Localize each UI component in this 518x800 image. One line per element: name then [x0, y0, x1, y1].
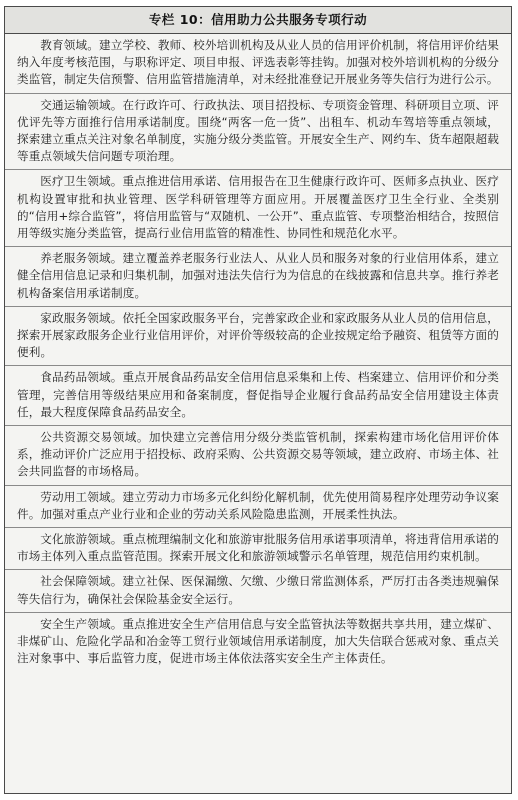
paragraph-domestic-service: 家政服务领域。依托全国家政服务平台，完善家政企业和家政服务从业人员的信用信息，探索开展家政服务企业行业信用评价，对评价等级较高的企业按规定给予融资、租赁等方面的便利。: [5, 307, 511, 367]
paragraph-education: 教育领域。建立学校、教师、校外培训机构及从业人员的信用评价机制，将信用评价结果纳入年度考核范围，与职称评定、项目申报、评选表彰等挂钩。加强对校外培训机构的分级分类监管，制定失信预警、信用监管措施清单，对未经批准登记开展业务等失信行为进行公示。: [5, 34, 511, 94]
paragraph-transport: 交通运输领域。在行政许可、行政执法、项目招投标、专项资金管理、科研项目立项、评优评先等方面推行信用承诺制度。围绕“两客一危一货”、出租车、机动车驾培等重点领域，探索建立重点关注对象名单制度，实施分级分类监管。开展安全生产、网约车、货车超限超载等重点领域失信问题专项治理。: [5, 94, 511, 171]
paragraph-public-resource: 公共资源交易领域。加快建立完善信用分级分类监管机制，探索构建市场化信用评价体系，推动评价广泛应用于招投标、政府采购、公共资源交易等领域，建立政府、市场主体、社会共同监督的市场格局。: [5, 426, 511, 486]
paragraph-healthcare: 医疗卫生领域。重点推进信用承诺、信用报告在卫生健康行政许可、医师多点执业、医疗机构设置审批和执业管理、医学科研管理等方面应用。开展覆盖医疗卫生全行业、全类别的“信用+综合监管”，将信用监管与“双随机、一公开”、重点监管、专项整治相结合，按照信用等级实施分类监管，提高行业信用监管的精准性、协同性和规范化水平。: [5, 170, 511, 247]
paragraph-labor: 劳动用工领域。建立劳动力市场多元化纠纷化解机制，优先使用简易程序处理劳动争议案件。加强对重点产业行业和企业的劳动关系风险隐患监测，开展柔性执法。: [5, 486, 511, 528]
paragraph-elderly-care: 养老服务领域。建立覆盖养老服务行业法人、从业人员和服务对象的行业信用体系，建立健全信用信息记录和归集机制，加强对违法失信行为为信息的在线披露和信息共享。推行养老机构备案信用承诺制度。: [5, 247, 511, 307]
paragraph-food-drug: 食品药品领域。重点开展食品药品安全信用信息采集和上传、档案建立、信用评价和分类管理，完善信用等级结果应用和备案制度，督促指导企业履行食品药品安全信用建设主体责任，最大程度保障食品药品安全。: [5, 366, 511, 426]
paragraph-work-safety: 安全生产领域。重点推进安全生产信用信息与安全监管执法等数据共享共用，建立煤矿、非煤矿山、危险化学品和冶金等工贸行业领域信用承诺制度，加大失信联合惩戒对象、重点关注对象事中、事后监管力度，促进市场主体依法落实安全生产主体责任。: [17, 616, 499, 666]
paragraph-social-security: 社会保障领域。建立社保、医保漏缴、欠缴、少缴日常监测体系，严厉打击各类违规骗保等失信行为，确保社会保险基金安全运行。: [5, 570, 511, 612]
paragraph-culture-tourism: 文化旅游领域。重点梳理编制文化和旅游审批服务信用承诺事项清单，将违背信用承诺的市场主体列入重点监管范围。探索开展文化和旅游领域警示名单管理，规范信用约束机制。: [5, 528, 511, 570]
column-title: 专栏 10：信用助力公共服务专项行动: [5, 7, 511, 34]
special-column-box: [4, 6, 512, 794]
